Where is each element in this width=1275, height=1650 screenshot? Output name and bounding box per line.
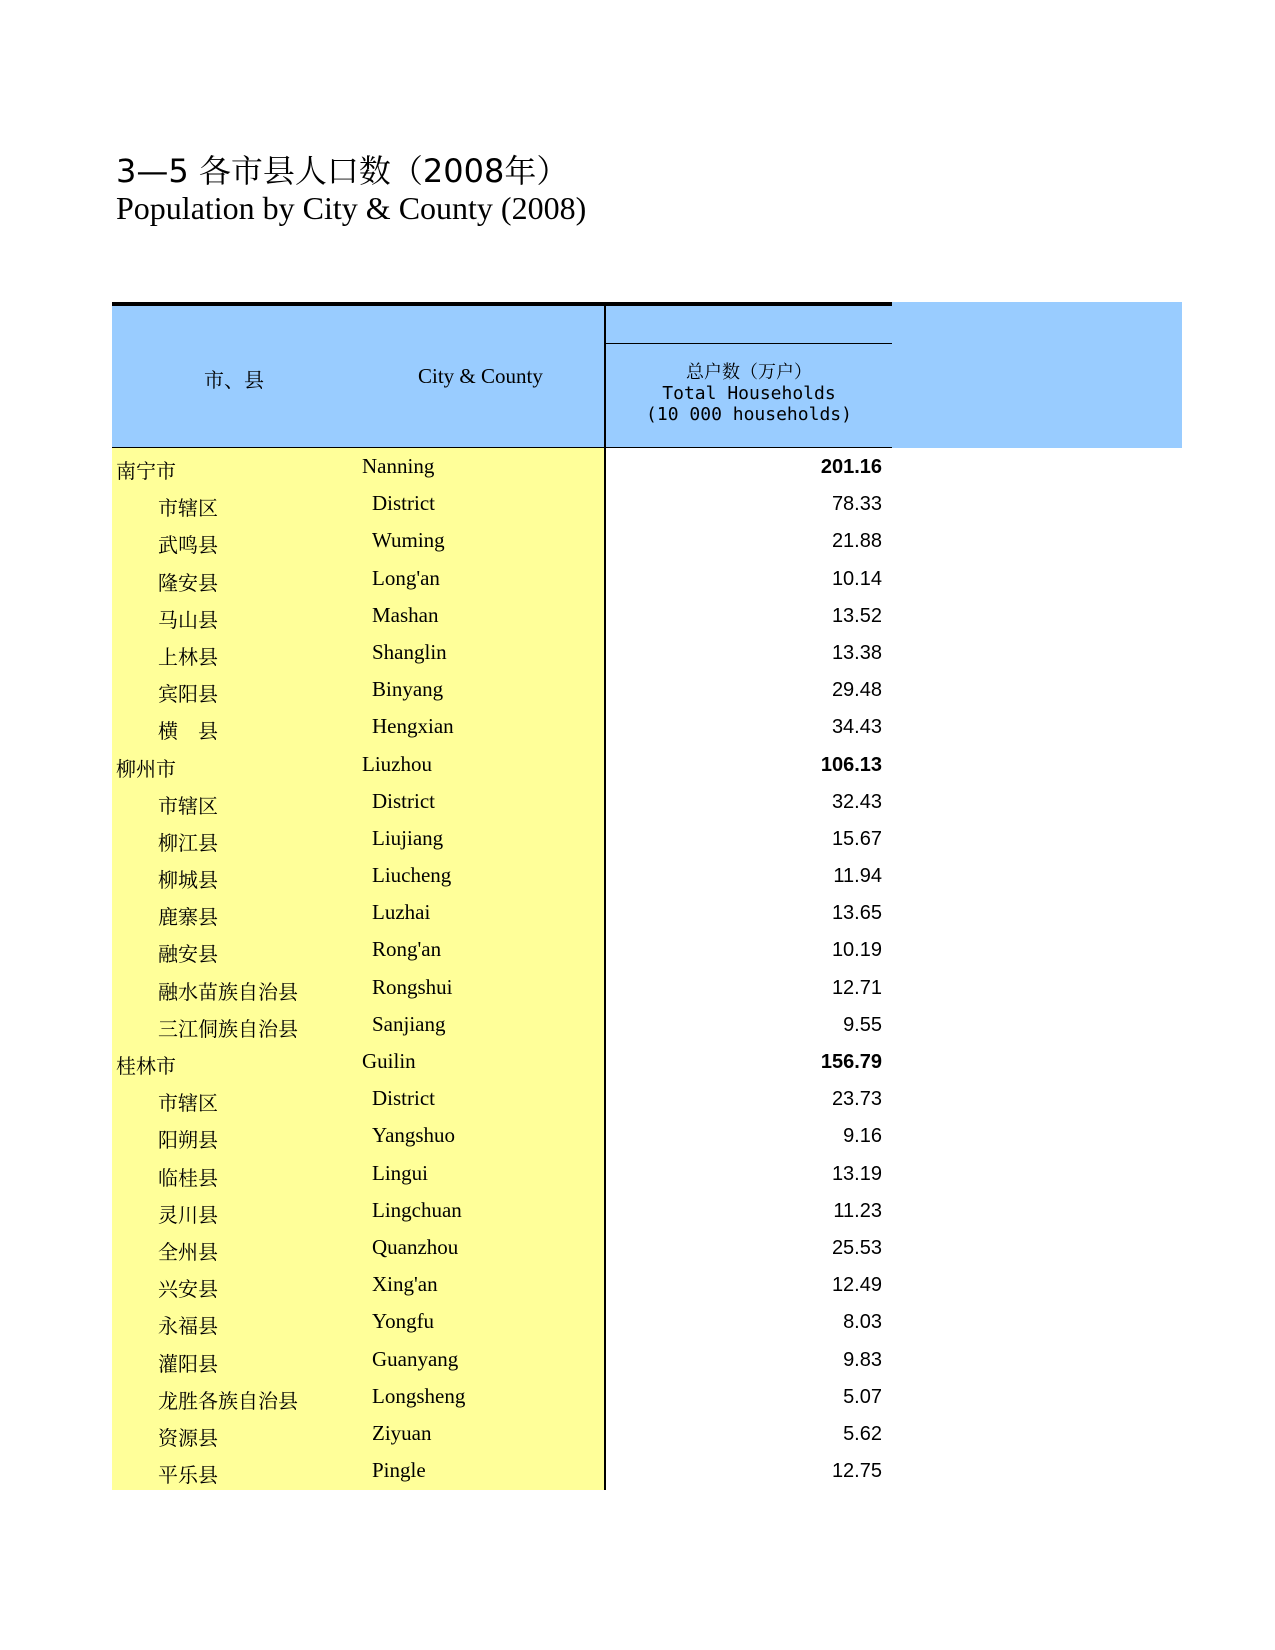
region-name-chinese: 兴安县 bbox=[158, 1277, 218, 1302]
city-row bbox=[112, 449, 892, 486]
households-value: 25.53 bbox=[831, 1236, 882, 1259]
header-households bbox=[606, 362, 892, 425]
header-households-chinese: 总户数（万户） bbox=[686, 362, 812, 383]
region-name-chinese: 市辖区 bbox=[158, 793, 218, 818]
region-name-chinese: 南宁市 bbox=[116, 459, 176, 483]
households-value: 12.71 bbox=[831, 976, 882, 999]
county-row bbox=[112, 1007, 892, 1044]
region-name-english: Guilin bbox=[362, 1049, 416, 1073]
county-row bbox=[112, 1304, 892, 1341]
county-row bbox=[112, 1379, 892, 1416]
region-name-english: Liucheng bbox=[372, 863, 452, 888]
county-row bbox=[112, 709, 892, 746]
households-value: 201.16 bbox=[820, 456, 882, 478]
region-name-chinese: 上林县 bbox=[158, 644, 218, 669]
header-households-english: Total Households bbox=[662, 383, 836, 404]
header-region-english: City & County bbox=[418, 364, 543, 388]
households-value: 23.73 bbox=[831, 1088, 882, 1111]
region-name-chinese: 融安县 bbox=[158, 942, 218, 967]
county-row bbox=[112, 858, 892, 895]
county-row bbox=[112, 486, 892, 523]
region-name-chinese: 龙胜各族自治县 bbox=[158, 1388, 298, 1413]
region-name-english: Yangshuo bbox=[372, 1123, 456, 1148]
county-row bbox=[112, 672, 892, 709]
households-value: 15.67 bbox=[831, 827, 882, 850]
region-name-english: Hengxian bbox=[372, 714, 454, 739]
page-title-english: Population by City & County (2008) bbox=[116, 190, 587, 226]
county-row bbox=[112, 1416, 892, 1453]
region-name-chinese: 平乐县 bbox=[158, 1463, 218, 1488]
region-name-english: Rongshui bbox=[372, 974, 453, 999]
households-value: 78.33 bbox=[831, 493, 882, 516]
households-value: 12.49 bbox=[831, 1274, 882, 1297]
region-name-english: Shanglin bbox=[372, 639, 447, 664]
region-name-chinese: 柳江县 bbox=[158, 830, 218, 855]
table-body bbox=[112, 449, 892, 1490]
households-value: 11.23 bbox=[833, 1199, 882, 1222]
region-name-english: Liuzhou bbox=[362, 751, 432, 776]
region-name-chinese: 隆安县 bbox=[158, 570, 218, 595]
city-row bbox=[112, 747, 892, 784]
region-name-english: Longsheng bbox=[372, 1383, 466, 1408]
region-name-chinese: 柳州市 bbox=[116, 756, 176, 781]
households-value: 106.13 bbox=[820, 753, 882, 776]
households-value: 10.19 bbox=[831, 939, 882, 962]
region-name-chinese: 市辖区 bbox=[158, 1091, 218, 1116]
county-row bbox=[112, 1156, 892, 1193]
county-row bbox=[112, 598, 892, 635]
region-name-chinese: 横 县 bbox=[158, 719, 218, 744]
region-name-english: Nanning bbox=[362, 454, 435, 478]
county-row bbox=[112, 784, 892, 821]
region-name-chinese: 阳朔县 bbox=[158, 1128, 218, 1153]
households-value: 13.19 bbox=[831, 1162, 882, 1185]
region-name-chinese: 全州县 bbox=[158, 1239, 218, 1264]
households-value: 5.62 bbox=[843, 1422, 882, 1445]
region-name-chinese: 马山县 bbox=[158, 607, 218, 632]
region-name-english: Rong'an bbox=[372, 937, 442, 962]
region-name-chinese: 资源县 bbox=[158, 1425, 218, 1450]
header-band-extension bbox=[892, 302, 1182, 448]
region-name-chinese: 柳城县 bbox=[158, 868, 218, 893]
county-row bbox=[112, 1118, 892, 1155]
households-value: 32.43 bbox=[831, 790, 882, 813]
region-name-english: District bbox=[372, 491, 435, 516]
region-name-chinese: 灵川县 bbox=[158, 1202, 218, 1227]
header-sub-divider bbox=[605, 343, 892, 344]
region-name-chinese: 市辖区 bbox=[158, 496, 218, 521]
county-row bbox=[112, 1193, 892, 1230]
households-value: 11.94 bbox=[833, 865, 882, 888]
region-name-chinese: 临桂县 bbox=[158, 1165, 218, 1190]
county-row bbox=[112, 821, 892, 858]
county-row bbox=[112, 561, 892, 598]
region-name-english: Lingchuan bbox=[372, 1197, 462, 1222]
county-row bbox=[112, 523, 892, 560]
region-name-english: Quanzhou bbox=[372, 1234, 459, 1259]
region-name-chinese: 鹿寨县 bbox=[158, 905, 218, 930]
households-value: 5.07 bbox=[843, 1385, 882, 1408]
county-row bbox=[112, 895, 892, 932]
region-name-english: Wuming bbox=[372, 528, 445, 553]
county-row bbox=[112, 1453, 892, 1490]
region-name-english: Xing'an bbox=[372, 1272, 438, 1297]
region-name-english: Ziyuan bbox=[372, 1420, 432, 1445]
region-name-english: Pingle bbox=[372, 1458, 426, 1483]
county-row bbox=[112, 1267, 892, 1304]
region-name-chinese: 融水苗族自治县 bbox=[158, 979, 298, 1004]
households-value: 13.38 bbox=[831, 641, 882, 664]
households-value: 34.43 bbox=[831, 716, 882, 739]
region-name-english: Sanjiang bbox=[372, 1011, 446, 1036]
households-value: 156.79 bbox=[820, 1051, 882, 1073]
households-value: 8.03 bbox=[843, 1311, 882, 1334]
county-row bbox=[112, 635, 892, 672]
region-name-english: Liujiang bbox=[372, 825, 444, 850]
region-name-english: Lingui bbox=[372, 1160, 428, 1185]
households-value: 12.75 bbox=[831, 1460, 882, 1483]
county-row bbox=[112, 1342, 892, 1379]
region-name-english: District bbox=[372, 1086, 435, 1111]
region-name-english: Guanyang bbox=[372, 1346, 459, 1371]
households-value: 9.55 bbox=[843, 1013, 882, 1036]
region-name-english: District bbox=[372, 788, 435, 813]
county-row bbox=[112, 970, 892, 1007]
region-name-chinese: 灌阳县 bbox=[158, 1351, 218, 1376]
region-name-english: Binyang bbox=[372, 677, 444, 702]
header-region-chinese: 市、县 bbox=[204, 368, 264, 392]
region-name-chinese: 武鸣县 bbox=[158, 533, 218, 558]
city-row bbox=[112, 1044, 892, 1081]
households-value: 21.88 bbox=[831, 530, 882, 553]
region-name-english: Yongfu bbox=[372, 1309, 435, 1334]
page-title-chinese: 3—5 各市县人口数（2008年） bbox=[116, 152, 569, 190]
households-value: 13.65 bbox=[831, 902, 882, 925]
table-header bbox=[112, 302, 892, 448]
region-name-english: Mashan bbox=[372, 602, 439, 627]
header-households-unit: (10 000 households) bbox=[646, 404, 852, 425]
households-value: 9.16 bbox=[843, 1125, 882, 1148]
households-value: 10.14 bbox=[831, 567, 882, 590]
county-row bbox=[112, 1230, 892, 1267]
region-name-chinese: 三江侗族自治县 bbox=[158, 1016, 298, 1041]
region-name-chinese: 桂林市 bbox=[116, 1054, 176, 1078]
households-value: 9.83 bbox=[843, 1348, 882, 1371]
households-value: 29.48 bbox=[831, 679, 882, 702]
region-name-chinese: 宾阳县 bbox=[158, 682, 218, 707]
region-name-english: Luzhai bbox=[372, 900, 431, 925]
households-value: 13.52 bbox=[831, 604, 882, 627]
county-row bbox=[112, 932, 892, 969]
region-name-chinese: 永福县 bbox=[158, 1314, 218, 1339]
county-row bbox=[112, 1081, 892, 1118]
region-name-english: Long'an bbox=[372, 565, 440, 590]
